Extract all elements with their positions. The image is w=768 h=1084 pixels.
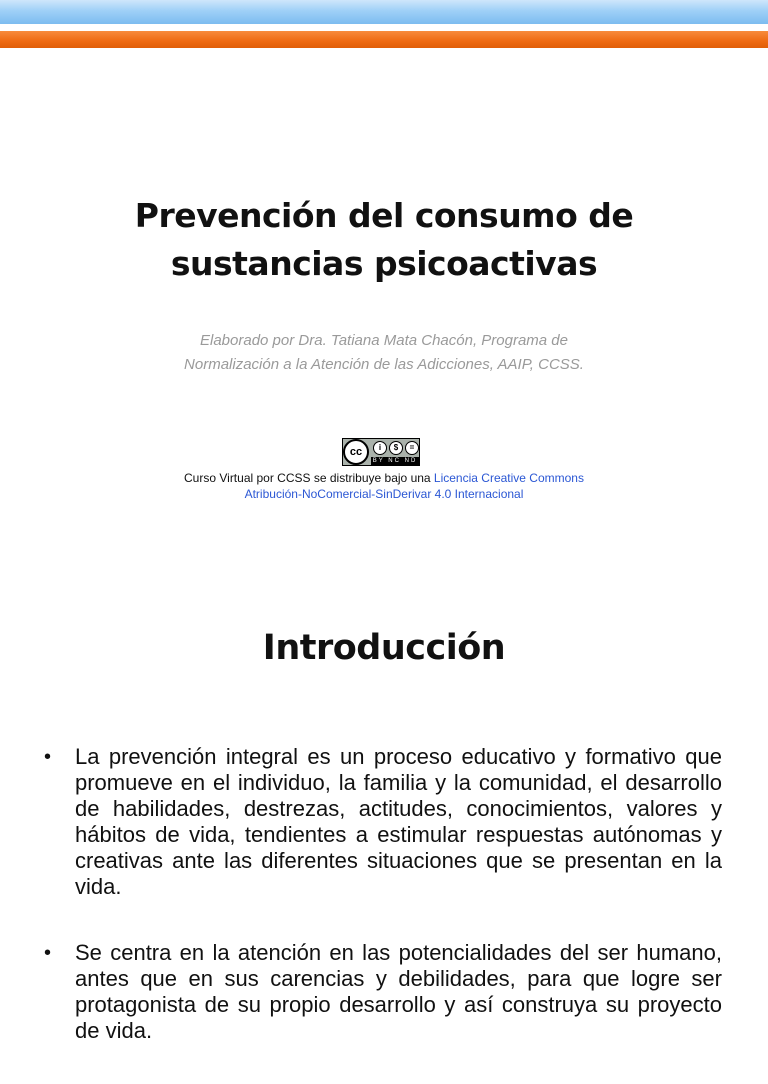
license-link-2[interactable]: Atribución-NoComercial-SinDerivar 4.0 Internacional	[244, 487, 524, 501]
section-heading: Introducción	[262, 628, 506, 668]
bullet-icon: •	[44, 942, 52, 964]
attribution-icon: i	[373, 441, 387, 455]
list-item	[44, 744, 722, 900]
cc-logo-icon: cc	[343, 439, 369, 465]
license-link-1[interactable]: Licencia Creative Commons	[433, 471, 584, 485]
bullet-list	[44, 744, 722, 1084]
list-item	[44, 940, 722, 1044]
author-credit-line-2: Normalización a la Atención de las Adicciones, AAIP, CCSS.	[184, 356, 584, 373]
cc-badge-strip: BY NC ND	[372, 458, 418, 464]
license-text: Curso Virtual por CCSS se distribuye bajo una	[184, 471, 434, 485]
slide-title-line-2: sustancias psicoactivas	[170, 244, 598, 283]
bullet-icon: •	[44, 746, 52, 768]
license-notice	[0, 470, 768, 502]
creative-commons-badge[interactable]	[342, 438, 420, 466]
license-line-1	[0, 470, 768, 486]
slide-title	[0, 192, 768, 288]
author-credit-line-1: Elaborado por Dra. Tatiana Mata Chacón, Programa de	[200, 332, 568, 349]
noderivatives-icon: =	[405, 441, 419, 455]
bullet-text: La prevención integral es un proceso educativo y formativo que promueve en el individuo, la familia y la comunidad, el desarrollo de habilidades, destrezas, actitudes, conocimientos, valores y hábitos de vida, tendientes a estimular respuestas autónomas y creativas ante las diferentes situaciones que se presentan en la vida.	[75, 744, 722, 899]
slide-title-line-1: Prevención del consumo de	[134, 196, 634, 235]
band-divider	[0, 24, 768, 28]
author-credit	[0, 329, 768, 377]
top-orange-band	[0, 31, 768, 48]
top-blue-band	[0, 0, 768, 24]
bullet-text: Se centra en la atención en las potencialidades del ser humano, antes que en sus carencias y debilidades, para que logre ser protagonista de su propio desarrollo y así construya su proyecto de vida.	[75, 940, 722, 1043]
noncommercial-icon: $	[389, 441, 403, 455]
